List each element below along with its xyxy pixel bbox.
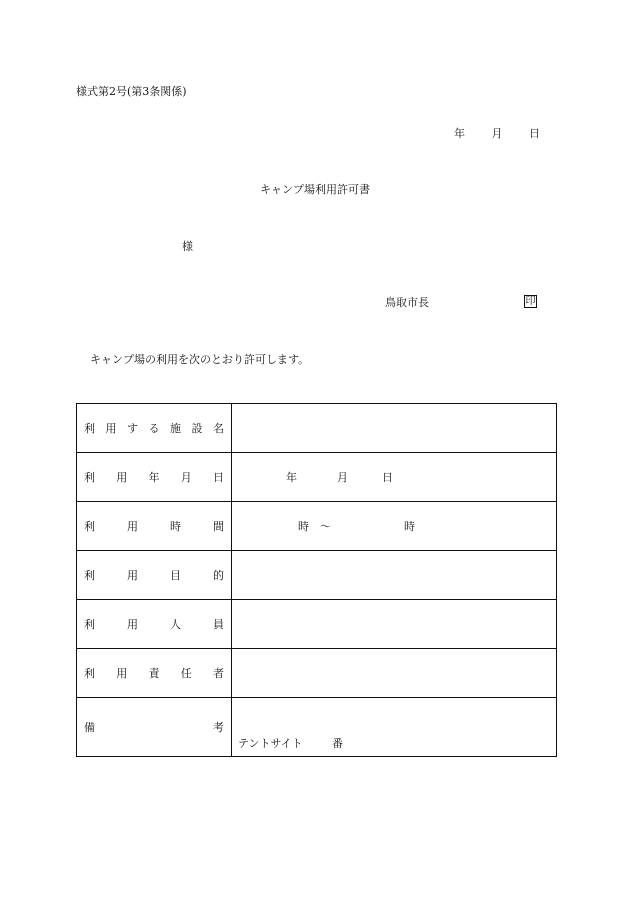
label-char: 間 [213, 520, 224, 533]
table-row [77, 453, 557, 502]
usage-day-label: 日 [382, 471, 393, 484]
label-char: 任 [180, 667, 192, 680]
usage-month-label: 月 [337, 471, 348, 484]
label-char: 月 [180, 471, 192, 484]
time-range-tilde: ～ [320, 520, 331, 533]
usage-date-field[interactable] [232, 453, 557, 502]
responsible-person-label [77, 649, 232, 698]
label-char: 目 [170, 569, 181, 582]
spread-label [77, 567, 231, 583]
usage-purpose-label [77, 551, 232, 600]
label-char: 利 [84, 667, 95, 680]
spread-label [77, 469, 231, 485]
label-char: 施 [170, 422, 181, 435]
start-hour-label: 時 [298, 520, 309, 533]
site-number-label: 番 [332, 737, 343, 750]
headcount-field[interactable] [232, 600, 557, 649]
table-row [77, 698, 557, 757]
label-char: 年 [148, 471, 160, 484]
date-year-label: 年 [454, 127, 465, 140]
label-char: 名 [213, 422, 224, 435]
usage-date-label [77, 453, 232, 502]
label-char: 時 [170, 520, 181, 533]
label-char: 利 [84, 422, 95, 435]
spread-label [77, 420, 231, 436]
permit-details-table [76, 403, 557, 757]
seal-mark: 印 [525, 295, 536, 307]
end-hour-label: 時 [404, 520, 415, 533]
addressee-suffix: 様 [182, 240, 193, 253]
label-char: 人 [170, 618, 181, 631]
label-char: 用 [127, 618, 138, 631]
label-char: 的 [213, 569, 224, 582]
label-char: 日 [213, 471, 224, 484]
label-char: 考 [213, 721, 224, 734]
responsible-person-field[interactable] [232, 649, 557, 698]
label-char: 用 [127, 520, 138, 533]
notes-label [77, 698, 232, 757]
usage-purpose-field[interactable] [232, 551, 557, 600]
table-row [77, 551, 557, 600]
spread-label [77, 518, 231, 534]
spread-label [77, 665, 231, 681]
date-day-label: 日 [529, 127, 540, 140]
label-char: 員 [213, 618, 224, 631]
label-char: 設 [191, 422, 203, 435]
label-char: 利 [84, 471, 95, 484]
label-char: 責 [148, 667, 160, 680]
label-char: す [127, 422, 138, 435]
headcount-label [77, 600, 232, 649]
label-char: 利 [84, 520, 95, 533]
facility-name-label [77, 404, 232, 453]
label-char: 用 [116, 471, 128, 484]
document-title: キャンプ場利用許可書 [260, 183, 370, 196]
form-number: 様式第2号(第3条関係) [76, 85, 187, 98]
table-row [77, 600, 557, 649]
spread-label [77, 616, 231, 632]
notes-field[interactable] [232, 698, 557, 757]
label-char: る [148, 422, 160, 435]
label-char: 用 [127, 569, 138, 582]
label-char: 備 [84, 721, 95, 734]
table-row [77, 404, 557, 453]
usage-time-field[interactable] [232, 502, 557, 551]
label-char: 用 [116, 667, 128, 680]
facility-name-field[interactable] [232, 404, 557, 453]
issue-date [454, 128, 540, 139]
date-month-label: 月 [491, 127, 503, 140]
usage-time-label [77, 502, 232, 551]
label-char: 用 [105, 422, 117, 435]
label-char: 利 [84, 618, 95, 631]
spread-label [77, 719, 231, 735]
table-row [77, 649, 557, 698]
table-row [77, 502, 557, 551]
permission-statement: キャンプ場の利用を次のとおり許可します。 [90, 353, 310, 366]
label-char: 者 [213, 667, 224, 680]
tent-site-label: テントサイト [238, 737, 303, 750]
usage-year-label: 年 [286, 471, 297, 484]
issuer-name: 鳥取市長 [385, 296, 429, 309]
label-char: 利 [84, 569, 95, 582]
